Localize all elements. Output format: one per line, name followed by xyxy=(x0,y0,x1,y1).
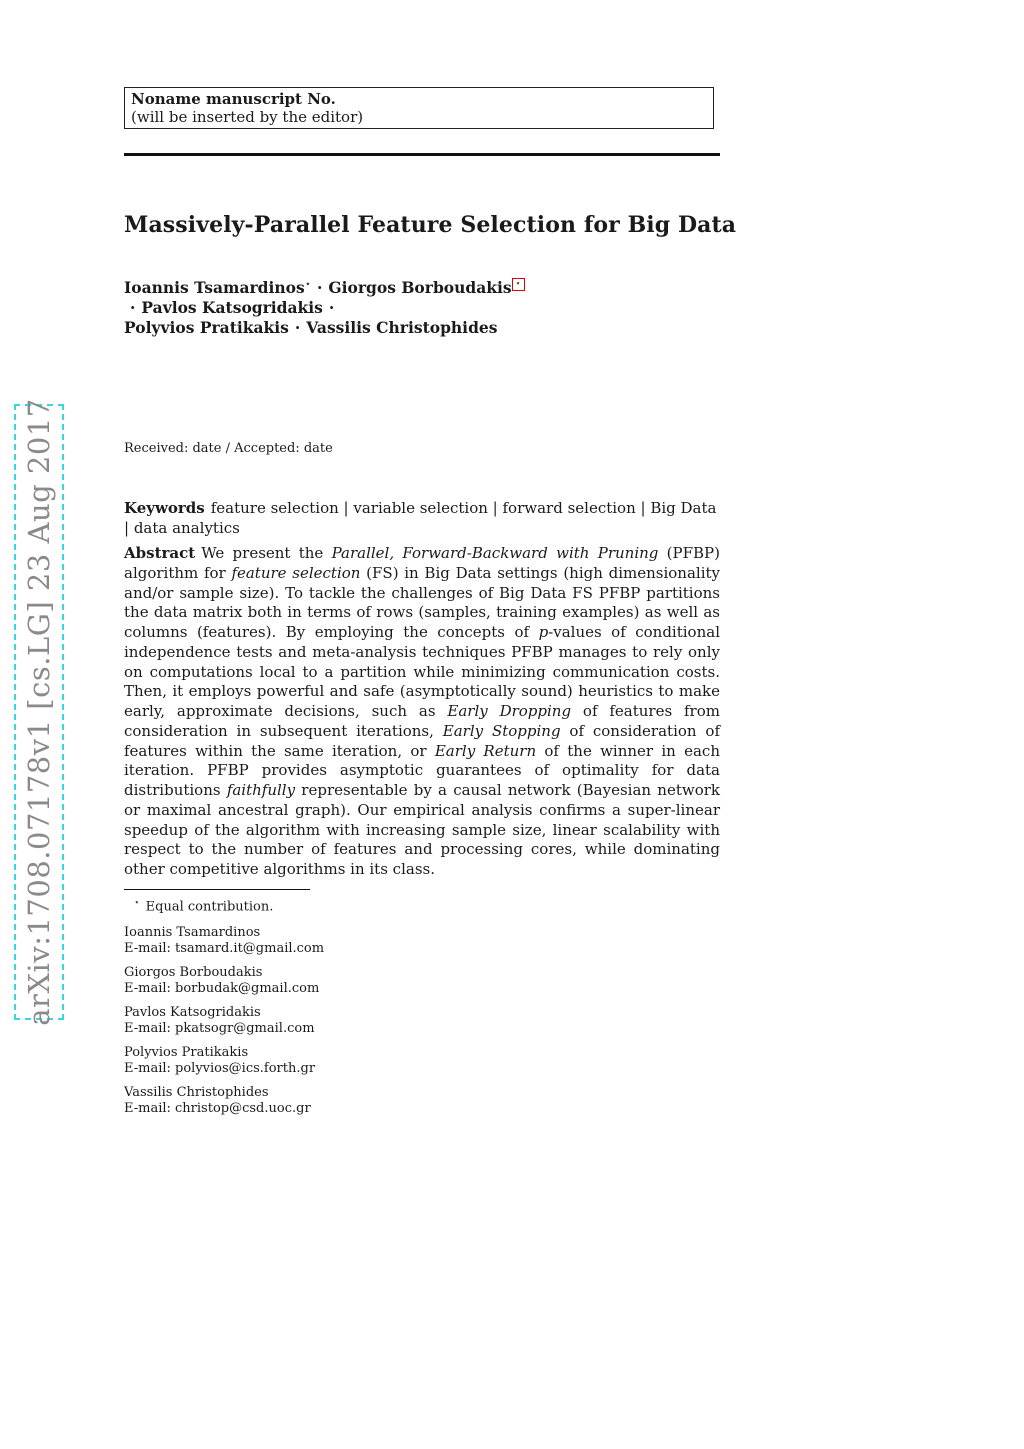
abstract-emphasis: faithfully xyxy=(226,781,296,799)
abstract-emphasis: Early Stopping xyxy=(442,721,561,740)
abstract-text: of the winner in each iteration. PFBP provides asymptotic guarantees of optimality for data distributions xyxy=(124,741,720,799)
footnote-rule xyxy=(124,889,310,890)
contact-entry xyxy=(124,965,324,997)
editor-note: (will be inserted by the editor) xyxy=(131,108,364,126)
contact-email: E-mail: borbudak@gmail.com xyxy=(124,981,320,996)
contact-email: E-mail: tsamard.it@gmail.com xyxy=(124,941,325,956)
contact-name: Polyvios Pratikakis xyxy=(124,1045,249,1060)
abstract-emphasis: Early Return xyxy=(434,741,537,760)
contact-entry xyxy=(124,1005,324,1037)
contact-entry xyxy=(124,925,324,957)
footnote-text: Equal contribution. xyxy=(145,899,274,915)
arxiv-stamp[interactable] xyxy=(14,398,64,1026)
abstract-text: -values of conditional independence tests and meta-analysis techniques PFBP manages to rely only on computations local to a partition while minimizing communication costs. Then, it employs powerful and safe (asymptotically sound) heuristics to make early, approximate decisions, such as xyxy=(124,623,720,720)
contact-email: E-mail: christop@csd.uoc.gr xyxy=(124,1101,311,1116)
header-rule xyxy=(124,153,720,156)
footnote-link-mark[interactable]: ⋆ xyxy=(512,278,525,291)
editor-note-box xyxy=(124,87,714,129)
abstract-section xyxy=(124,544,720,880)
contact-name: Vassilis Christophides xyxy=(124,1085,269,1100)
author-name: Pavlos Katsogridakis xyxy=(141,298,323,318)
abstract-emphasis: p xyxy=(538,623,549,641)
author-name: Giorgos Borboudakis xyxy=(328,278,512,298)
author-name: Vassilis Christophides xyxy=(306,318,498,338)
abstract-emphasis: feature selection xyxy=(231,563,361,582)
contact-email: E-mail: polyvios@ics.forth.gr xyxy=(124,1061,316,1076)
received-date: Received: date / Accepted: date xyxy=(124,441,333,456)
keywords-text: feature selection | variable selection | forward selection | Big Data | data analytics xyxy=(124,499,717,537)
author-separator: · xyxy=(294,318,301,338)
contact-name: Pavlos Katsogridakis xyxy=(124,1005,261,1020)
abstract-text: of consideration of features within the same iteration, or xyxy=(124,721,721,760)
author-list xyxy=(124,275,564,338)
contact-entry xyxy=(124,1085,324,1117)
abstract-text: (FS) in Big Data settings (high dimensionality and/or sample size). To tackle the challenges of Big Data FS PFBP partitions the data matrix both in terms of rows (samples, training examples) as well as columns (features). By employing the concepts of xyxy=(124,563,720,641)
keywords-section xyxy=(124,498,720,538)
paper-title: Massively-Parallel Feature Selection for Big Data xyxy=(124,212,737,238)
manuscript-number-label: Noname manuscript No. xyxy=(131,90,336,108)
author-separator: · xyxy=(328,298,335,318)
arxiv-identifier: arXiv:1708.07178v1 [cs.LG] 23 Aug 2017 xyxy=(22,398,56,1026)
abstract-text: We present the xyxy=(201,544,332,562)
author-separator: · xyxy=(130,298,136,318)
author-separator: · xyxy=(317,278,323,298)
contact-name: Giorgos Borboudakis xyxy=(124,965,263,980)
footnote-mark: ⋆ xyxy=(134,898,140,908)
equal-contribution-mark: ⋆ xyxy=(304,279,311,290)
abstract-text: representable by a causal network (Bayesian network or maximal ancestral graph). Our empirical analysis confirms a super-linear speedup of the algorithm with increasing sample size, linear scalability with respect to the number of features and processing cores, while dominating other competitive algorithms in its class. xyxy=(124,781,720,878)
footnote xyxy=(134,898,273,914)
abstract-label: Abstract xyxy=(124,544,196,562)
contact-name: Ioannis Tsamardinos xyxy=(124,925,261,940)
abstract-emphasis: Parallel, Forward-Backward with Pruning xyxy=(331,544,659,562)
contact-email: E-mail: pkatsogr@gmail.com xyxy=(124,1021,315,1036)
abstract-text: (PFBP) algorithm for xyxy=(124,544,720,582)
contact-entry xyxy=(124,1045,324,1077)
author-name: Polyvios Pratikakis xyxy=(124,318,289,338)
abstract-text: of features from consideration in subsequent iterations, xyxy=(124,702,720,740)
author-name: Ioannis Tsamardinos xyxy=(124,278,305,298)
abstract-emphasis: Early Dropping xyxy=(447,702,572,720)
keywords-label: Keywords xyxy=(124,499,205,517)
contact-list xyxy=(124,925,324,1125)
